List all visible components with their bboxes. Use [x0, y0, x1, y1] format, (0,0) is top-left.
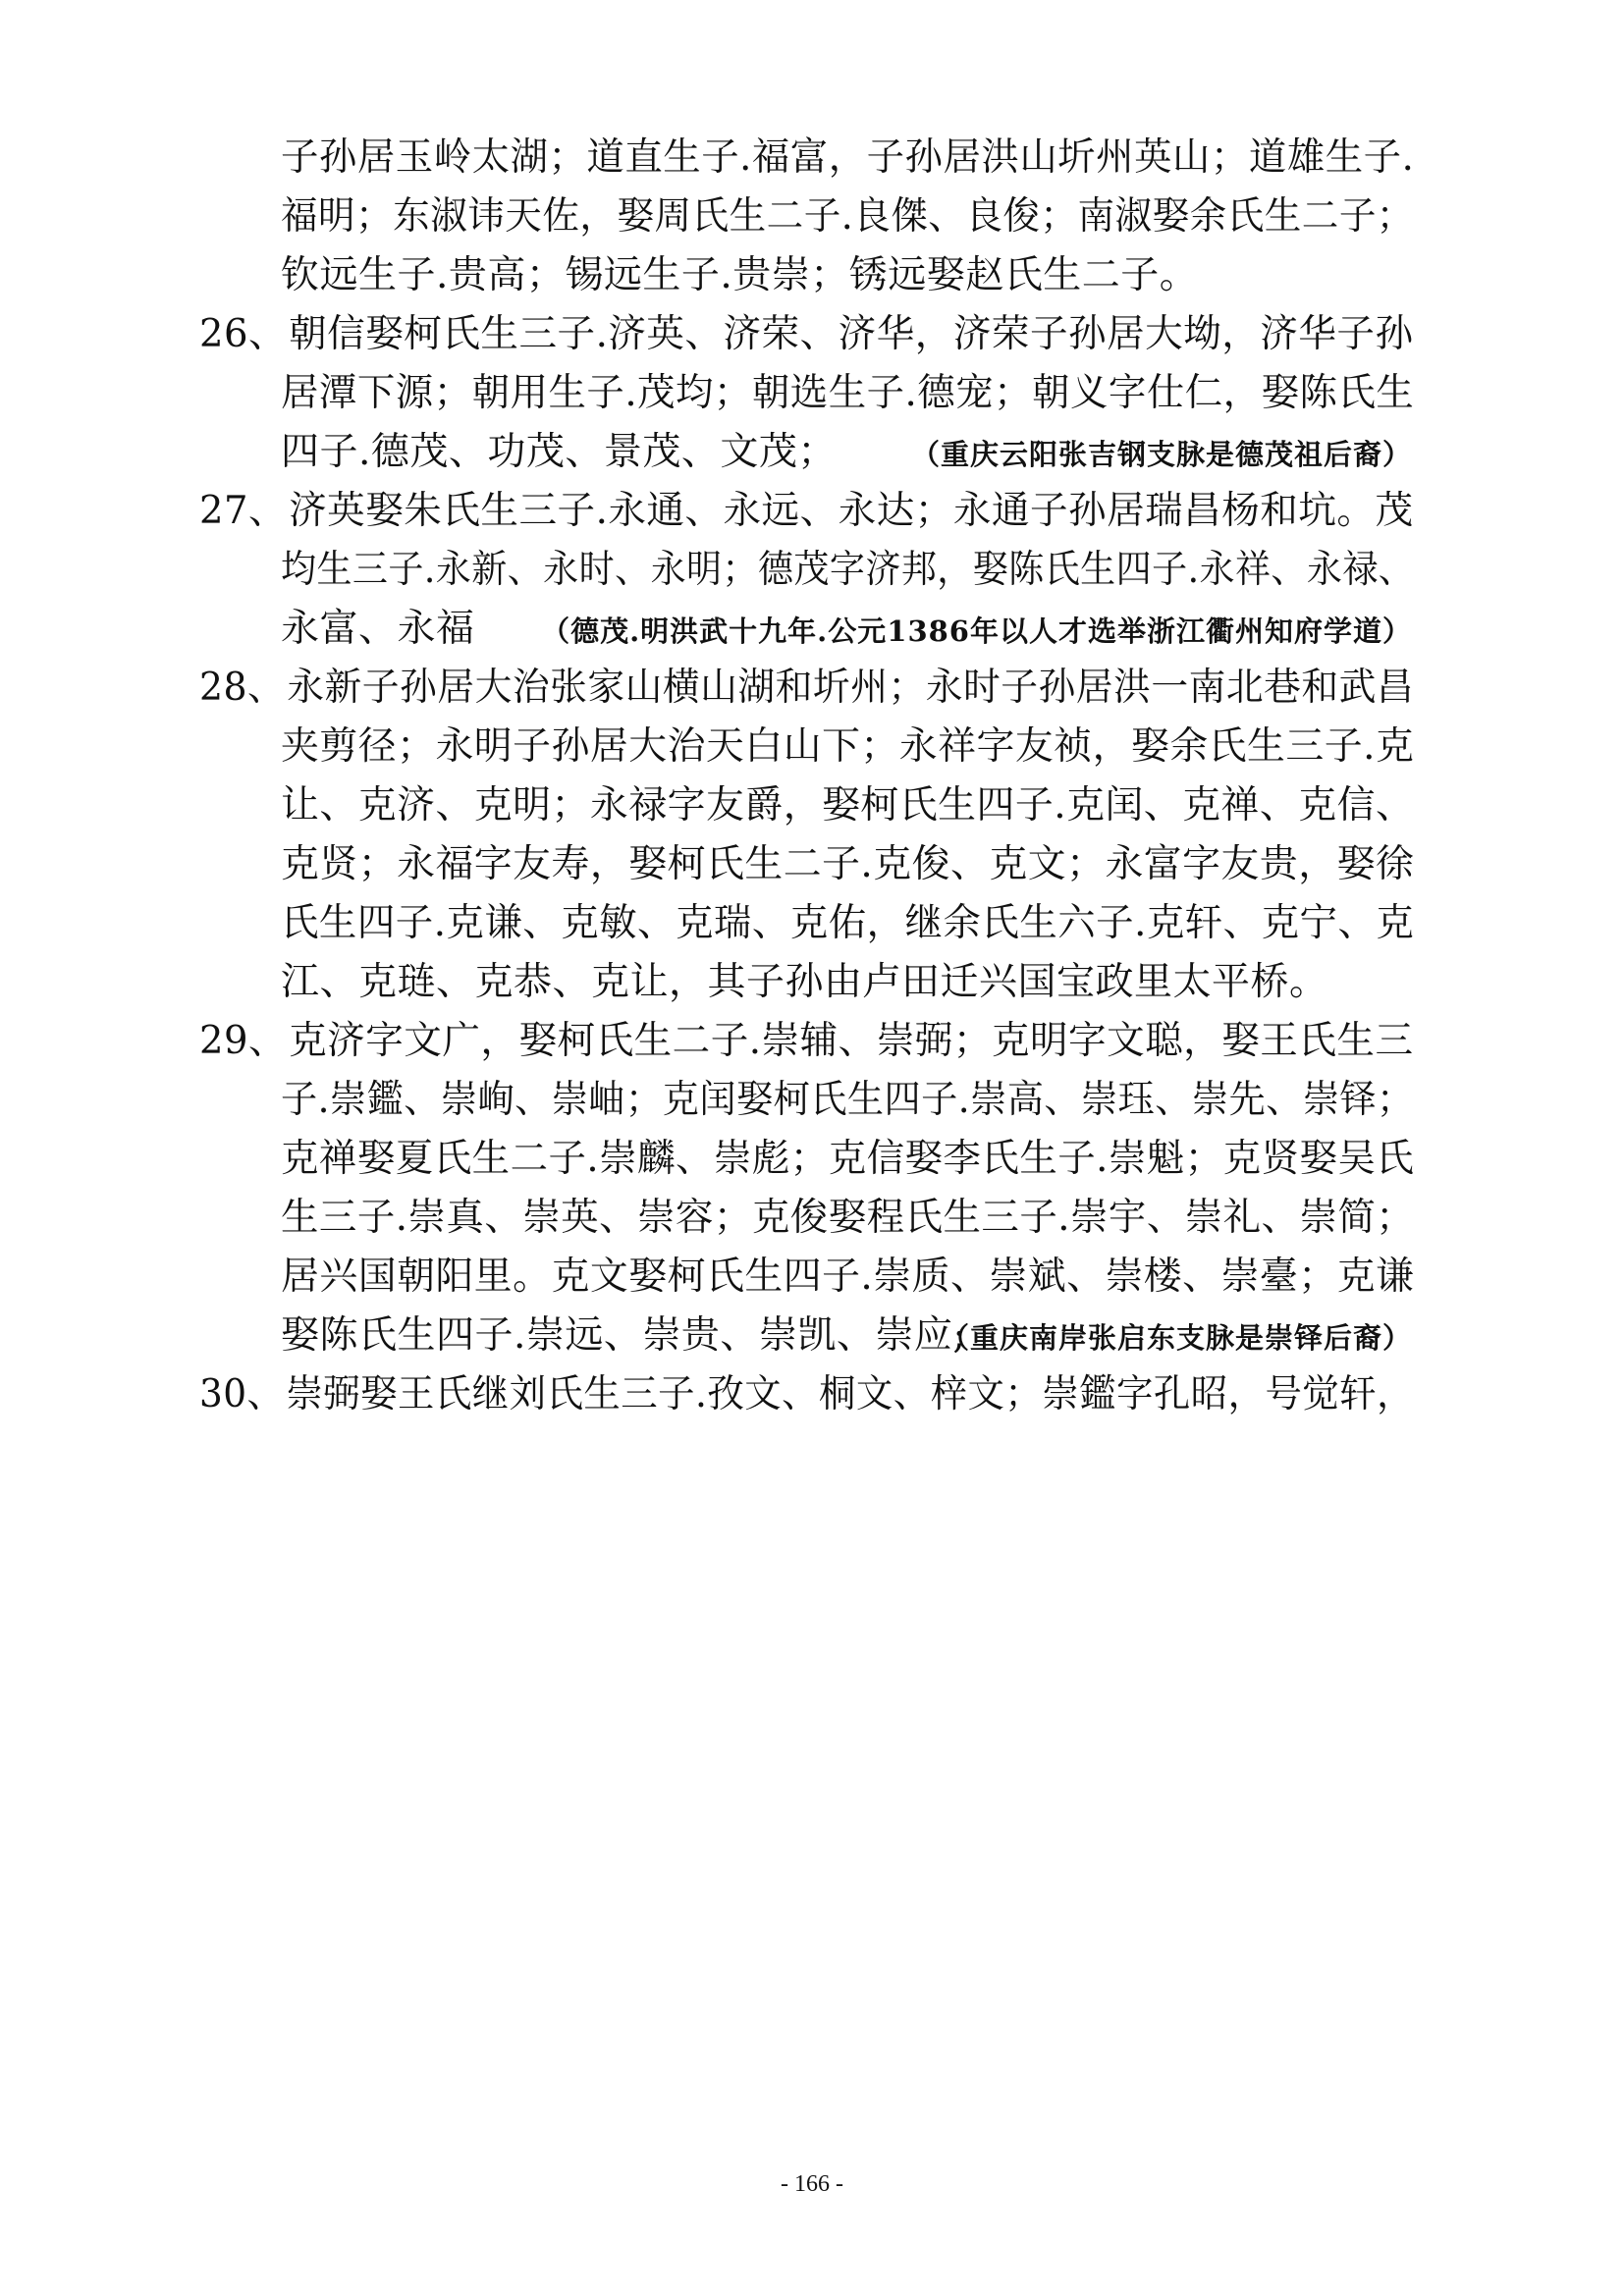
text-line: 克禅娶夏氏生二子.崇麟、崇彪；克信娶李氏生子.崇魁；克贤娶吴氏 [281, 1137, 1415, 1181]
text-line: 子.崇鑑、崇峋、崇岫；克闰娶柯氏生四子.崇高、崇珏、崇先、崇铎； [281, 1078, 1414, 1122]
text-line: 居兴国朝阳里。克文娶柯氏生四子.崇质、崇斌、崇楼、崇臺；克谦 [281, 1255, 1415, 1299]
paragraph-number: 29、 [199, 1019, 288, 1063]
text-line: 生三子.崇真、崇英、崇容；克俊娶程氏生三子.崇宇、崇礼、崇简； [281, 1196, 1415, 1240]
paragraph-number: 27、 [199, 489, 288, 533]
paragraph-number: 30、 [199, 1372, 285, 1416]
paragraph-number: 28、 [199, 666, 286, 710]
text-line: 江、克琏、克恭、克让，其子孙由卢田迁兴国宝政里太平桥。 [281, 960, 1328, 1004]
paragraph-28-first-line: 28、永新子孙居大治张家山横山湖和圻州；永时子孙居洪一南北巷和武昌 [199, 664, 1414, 713]
page-number: - 166 - [781, 2171, 843, 2197]
paragraph-number: 26、 [199, 312, 288, 356]
paragraph-27-first-line: 27、济英娶朱氏生三子.永通、永远、永达；永通子孙居瑞昌杨和坑。茂 [199, 487, 1414, 536]
paragraph-29-first-line: 29、克济字文广，娶柯氏生二子.崇辅、崇弼；克明字文聪，娶王氏生三 [199, 1017, 1414, 1066]
text-line: 让、克济、克明；永禄字友爵，娶柯氏生四子.克闰、克禅、克信、 [281, 783, 1415, 828]
text-line: 钦远生子.贵高；锡远生子.贵崇；锈远娶赵氏生二子。 [281, 253, 1199, 297]
text-line: 四子.德茂、功茂、景茂、文茂； [281, 430, 837, 474]
paragraph-26-first-line: 26、朝信娶柯氏生三子.济英、济荣、济华，济荣子孙居大坳，济华子孙 [199, 310, 1414, 359]
annotation-note: （德茂.明洪武十九年.公元1386年以人才选举浙江衢州知府学道） [541, 614, 1412, 648]
text-line: 克贤；永福字友寿，娶柯氏生二子.克俊、克文；永富字友贵，娶徐 [281, 842, 1415, 886]
text-line: 居潭下源；朝用生子.茂均；朝选生子.德宠；朝义字仕仁，娶陈氏生 [281, 371, 1415, 415]
annotation-note: （重庆云阳张吉钢支脉是德茂祖后裔） [910, 438, 1412, 471]
text-line: 夹剪径；永明子孙居大治天白山下；永祥字友祯，娶余氏生三子.克 [281, 724, 1415, 769]
paragraph-30-first-line: 30、崇弼娶王氏继刘氏生三子.孜文、桐文、梓文；崇鑑字孔昭，号觉轩， [199, 1370, 1414, 1419]
text-line: 娶陈氏生四子.崇远、崇贵、崇凯、崇应; [281, 1313, 967, 1358]
text-line: 福明；东淑讳天佐，娶周氏生二子.良傑、良俊；南淑娶余氏生二子； [281, 194, 1414, 239]
text-line: 均生三子.永新、永时、永明；德茂字济邦，娶陈氏生四子.永祥、永禄、 [281, 548, 1415, 592]
annotation-note: （重庆南岸张启东支脉是崇铎后裔） [940, 1321, 1412, 1355]
text-line: 子孙居玉岭太湖；道直生子.福富，子孙居洪山圻州英山；道雄生子. [281, 135, 1415, 180]
text-line: 永富、永福 [281, 607, 475, 651]
text-line: 氏生四子.克谦、克敏、克瑞、克佑，继余氏生六子.克轩、克宁、克 [281, 901, 1415, 945]
